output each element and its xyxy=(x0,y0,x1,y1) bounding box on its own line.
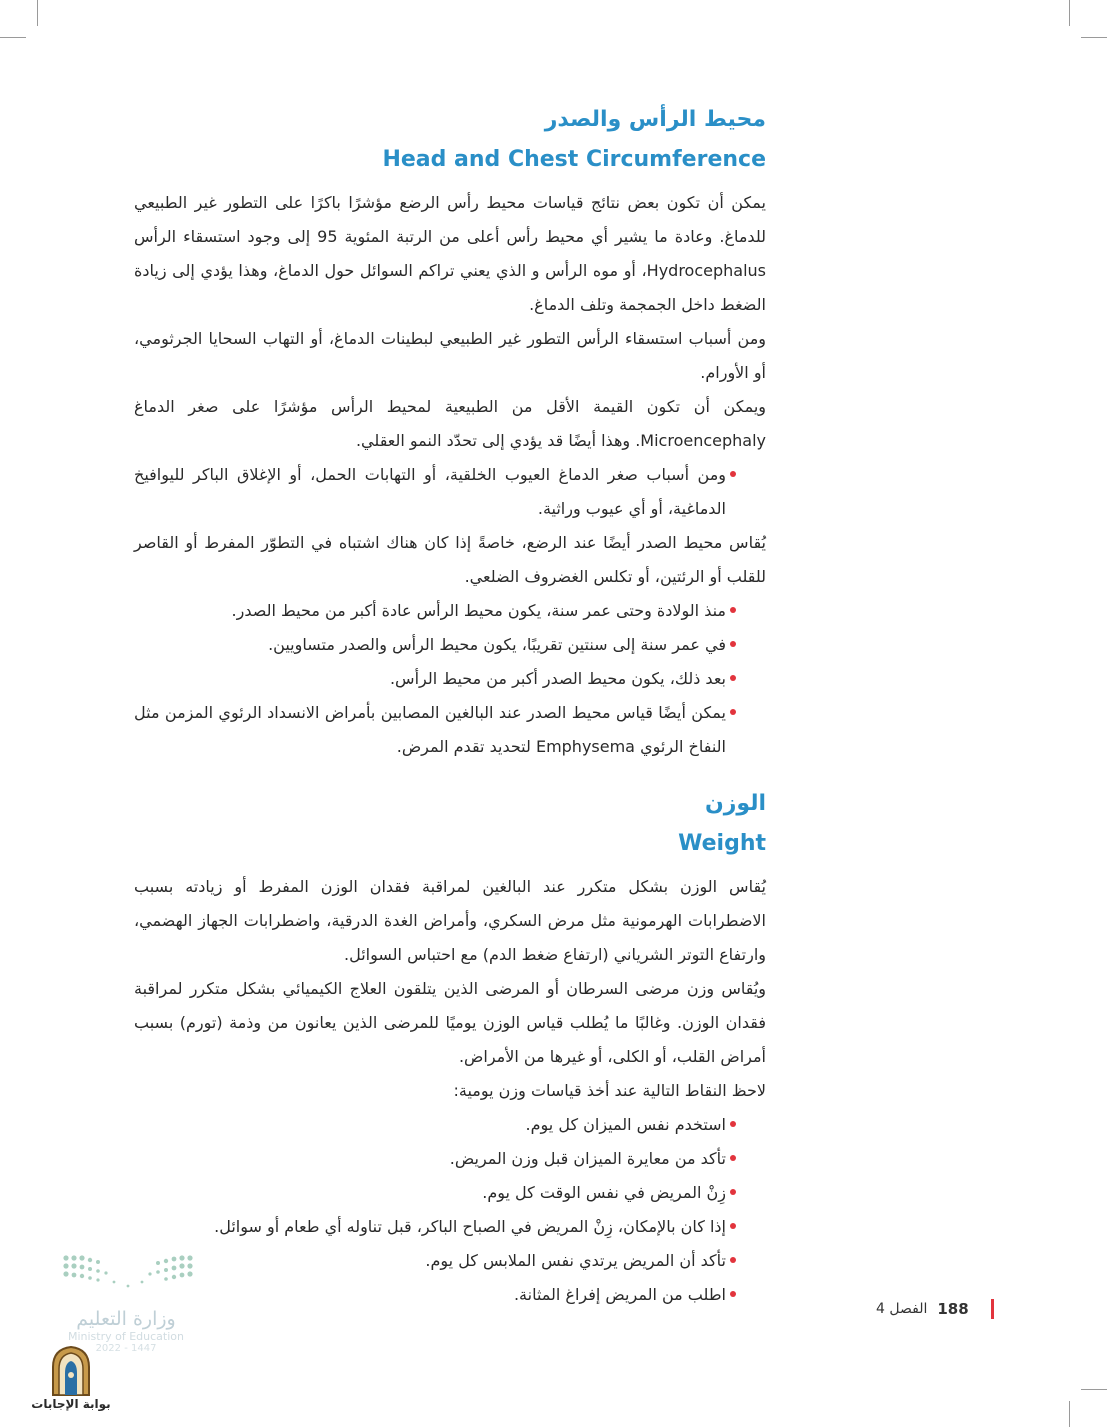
paragraph: ومن أسباب استسقاء الرأس التطور غير الطبيعي لبطينات الدماغ، أو التهاب السحايا الجرثومي، أو الأورام. xyxy=(134,329,766,382)
bullet-item: يمكن أيضًا قياس محيط الصدر عند البالغين المصابين بأمراض الانسداد الرئوي المزمن مثل النفاخ الرئوي Emphysema لتحديد تقدم المرض. xyxy=(134,696,766,764)
section-title-english xyxy=(134,140,766,180)
bullet-item: ومن أسباب صغر الدماغ العيوب الخلقية، أو التهابات الحمل، أو الإغلاق الباكر لليوافيخ الدماغية، أو أي عيوب وراثية. xyxy=(134,458,766,526)
paragraph: لاحظ النقاط التالية عند أخذ قياسات وزن يومية: xyxy=(453,1081,766,1100)
paragraph: يمكن أن تكون بعض نتائج قياسات محيط رأس الرضع مؤشرًا باكرًا على التطور غير الطبيعي للدماغ. وعادة ما يشير أي محيط رأس أعلى من الرتبة المئوية 95 إلى وجود استسقاء الرأس Hydrocephalus، أو موه الرأس و الذي يعني تراكم السوائل حول الدماغ، وهذا يؤدي إلى زيادة الضغط داخل الجمجمة وتلف الدماغ. xyxy=(134,193,767,314)
bullet-list xyxy=(134,458,766,526)
bullet-list xyxy=(134,594,766,764)
bullet-item: استخدم نفس الميزان كل يوم. xyxy=(134,1108,766,1142)
paragraph: يُقاس محيط الصدر أيضًا عند الرضع، خاصةً إذا كان هناك اشتباه في التطوّر المفرط أو القاصر للقلب أو الرئتين، أو تكلس الغضروف الضلعي. xyxy=(134,533,766,586)
page-footer xyxy=(876,1297,994,1321)
paragraph: يُقاس الوزن بشكل متكرر عند البالغين لمراقبة فقدان الوزن المفرط أو زيادته بسبب الاضطرابات الهرمونية مثل مرض السكري، وأمراض الغدة الدرقية، واضطرابات الجهاز الهضمي، وارتفاع التوتر الشرياني (ارتفاع ضغط الدم) مع احتباس السوائل. xyxy=(134,877,766,964)
page-content xyxy=(134,100,766,1312)
section-title-english-text: Head and Chest Circumference xyxy=(382,147,766,172)
crop-mark xyxy=(1069,0,1070,26)
crop-mark xyxy=(37,0,38,26)
ministry-name-english: Ministry of Education xyxy=(67,1330,184,1343)
crop-mark xyxy=(1069,1401,1070,1427)
paragraph: ويمكن أن تكون القيمة الأقل من الطبيعية لمحيط الرأس مؤشرًا على صغر الدماغ Microencephaly. وهذا أيضًا قد يؤدي إلى تحدّد النمو العقلي. xyxy=(134,397,766,450)
crop-mark xyxy=(1081,37,1107,38)
crop-mark xyxy=(1081,1389,1107,1390)
section-title-arabic: محيط الرأس والصدر xyxy=(544,107,766,132)
bullet-item: إذا كان بالإمكان، زِنْ المريض في الصباح الباكر، قبل تناوله أي طعام أو سوائل. xyxy=(134,1210,766,1244)
section-title-english xyxy=(134,824,766,864)
ministry-logo xyxy=(58,1250,208,1354)
bullet-item: في عمر سنة إلى سنتين تقريبًا، يكون محيط الرأس والصدر متساويين. xyxy=(134,628,766,662)
chapter-label: الفصل 4 xyxy=(876,1301,928,1317)
ministry-name-arabic: وزارة التعليم xyxy=(76,1308,176,1330)
section-title-english-text: Weight xyxy=(678,831,766,856)
answers-gateway-logo xyxy=(28,1345,114,1411)
paragraph: ويُقاس وزن مرضى السرطان أو المرضى الذين يتلقون العلاج الكيميائي بشكل متكرر لمراقبة فقدان الوزن. وغالبًا ما يُطلب قياس الوزن يوميًا للمرضى الذين يعانون من وذمة (تورم) بسبب أمراض القلب، أو الكلى، أو غيرها من الأمراض. xyxy=(134,979,766,1066)
page-number: 188 xyxy=(937,1300,969,1318)
bullet-item: تأكد من معايرة الميزان قبل وزن المريض. xyxy=(134,1142,766,1176)
bullet-item: اطلب من المريض إفراغ المثانة. xyxy=(134,1278,766,1312)
weight-section xyxy=(134,784,766,1312)
bullet-item: تأكد أن المريض يرتدي نفس الملابس كل يوم. xyxy=(134,1244,766,1278)
bullet-item: منذ الولادة وحتى عمر سنة، يكون محيط الرأس عادة أكبر من محيط الصدر. xyxy=(134,594,766,628)
crop-mark xyxy=(0,37,26,38)
ministry-year: 2022 - 1447 xyxy=(95,1343,157,1354)
gateway-label: بوابة الإجابات xyxy=(31,1397,111,1411)
ministry-dots-icon xyxy=(58,1250,198,1300)
bullet-item: زِنْ المريض في نفس الوقت كل يوم. xyxy=(134,1176,766,1210)
bullet-list xyxy=(134,1108,766,1312)
section-title-arabic: الوزن xyxy=(704,791,766,816)
gateway-arch-icon xyxy=(49,1345,93,1397)
bullet-item: بعد ذلك، يكون محيط الصدر أكبر من محيط الرأس. xyxy=(134,662,766,696)
footer-divider xyxy=(991,1299,994,1319)
